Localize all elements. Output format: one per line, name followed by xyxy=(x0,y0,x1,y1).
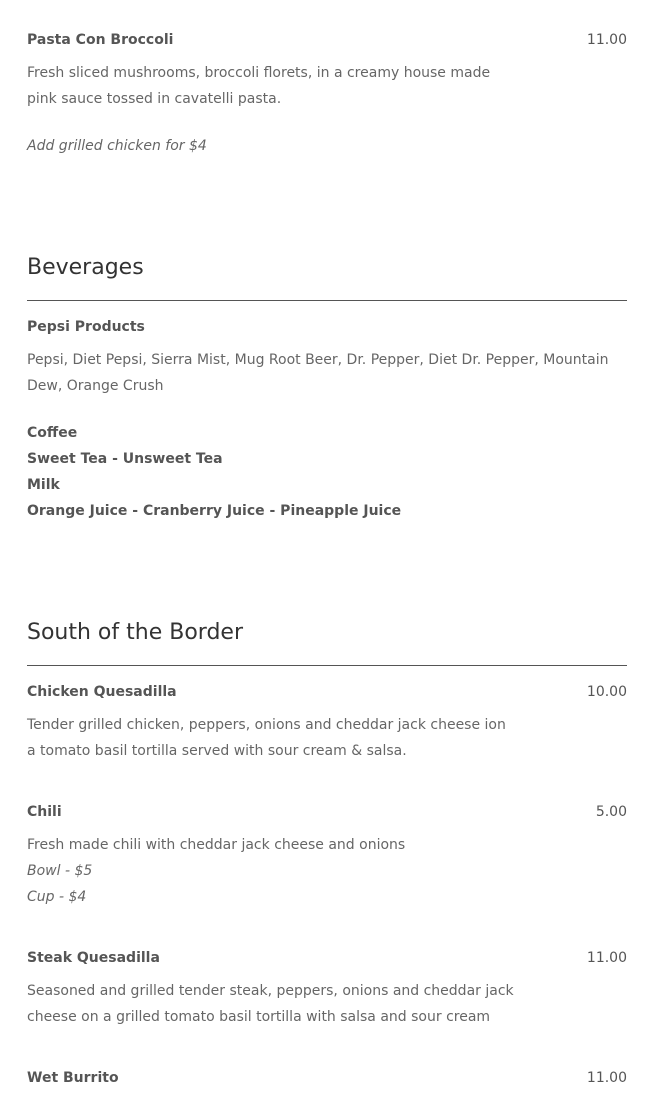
item-description: Pepsi, Diet Pepsi, Sierra Mist, Mug Root Beer, Dr. Pepper, Diet Dr. Pepper, Mountain Dew, Orange Crush xyxy=(27,352,609,394)
section-title-beverages: Beverages xyxy=(27,255,144,280)
item-name: Steak Quesadilla xyxy=(27,950,160,966)
item-note: Add grilled chicken for $4 xyxy=(27,138,207,154)
menu-item-chicken-quesadilla xyxy=(27,682,627,702)
item-description: Fresh sliced mushrooms, broccoli florets, in a creamy house made pink sauce tossed in cavatelli pasta. xyxy=(27,65,491,107)
item-note-bowl: Bowl - $5 xyxy=(27,863,93,879)
item-name: Pasta Con Broccoli xyxy=(27,32,174,48)
section-title-south-of-the-border: South of the Border xyxy=(27,620,243,645)
menu-item-steak-quesadilla xyxy=(27,948,627,968)
beverage-tea: Sweet Tea - Unsweet Tea xyxy=(27,451,223,467)
item-description: Tender grilled chicken, peppers, onions and cheddar jack cheese ion a tomato basil tortilla served with sour cream & salsa. xyxy=(27,717,506,759)
item-name: Chicken Quesadilla xyxy=(27,684,177,700)
menu-item-chili xyxy=(27,802,627,822)
beverage-juice: Orange Juice - Cranberry Juice - Pineapple Juice xyxy=(27,503,402,519)
item-note-cup: Cup - $4 xyxy=(27,889,87,905)
item-description: Seasoned and grilled tender steak, peppers, onions and cheddar jack cheese on a grilled tomato basil tortilla with salsa and sour cream xyxy=(27,983,514,1025)
item-description: Fresh made chili with cheddar jack cheese and onions xyxy=(27,837,406,853)
beverage-coffee: Coffee xyxy=(27,425,78,441)
menu-item-pasta-con-broccoli xyxy=(27,30,627,50)
item-name: Wet Burrito xyxy=(27,1070,119,1086)
menu-item-pepsi-products xyxy=(27,317,627,337)
section-divider xyxy=(27,300,627,301)
beverage-list xyxy=(27,420,627,524)
item-price: 11.00 xyxy=(586,32,627,48)
section-divider xyxy=(27,665,627,666)
item-price: 11.00 xyxy=(586,1070,627,1086)
beverage-milk: Milk xyxy=(27,477,60,493)
item-price: 11.00 xyxy=(586,950,627,966)
item-name: Chili xyxy=(27,804,62,820)
item-name: Pepsi Products xyxy=(27,319,145,335)
item-price: 10.00 xyxy=(586,684,627,700)
menu-item-wet-burrito xyxy=(27,1068,627,1088)
item-price: 5.00 xyxy=(595,804,627,820)
